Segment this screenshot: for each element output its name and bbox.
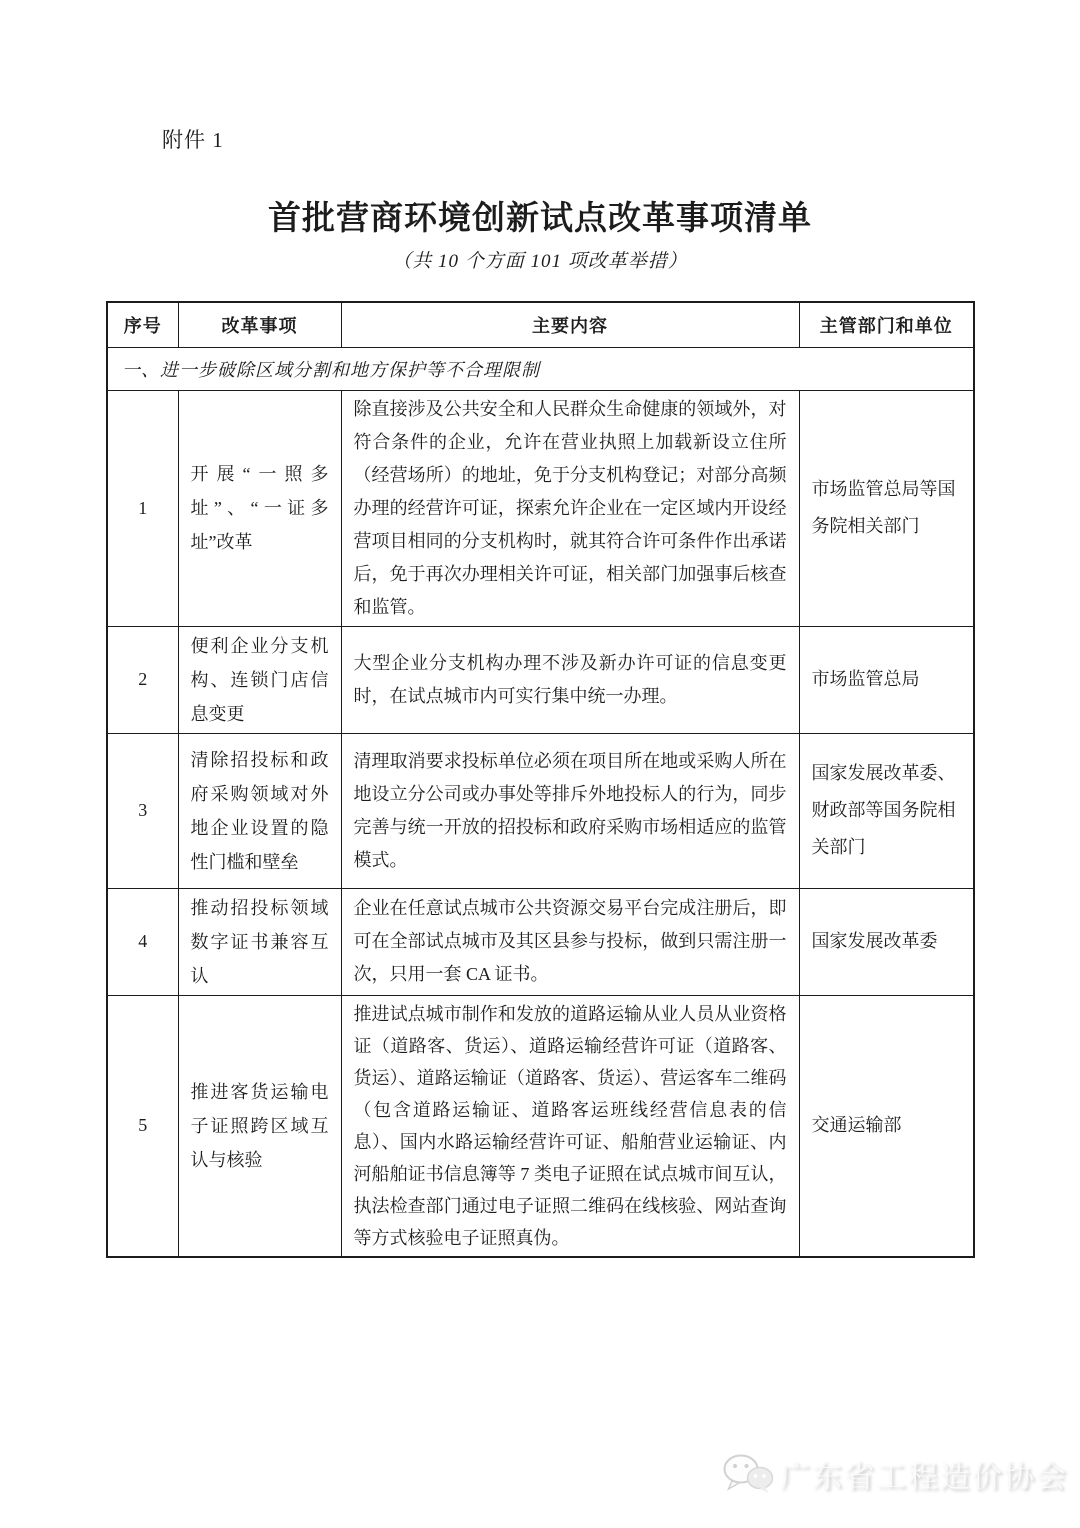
column-header-department: 主管部门和单位 [799, 302, 974, 347]
row-index: 1 [107, 390, 178, 626]
column-header-reform-item: 改革事项 [178, 302, 341, 347]
main-content: 推进试点城市制作和发放的道路运输从业人员从业资格证（道路客、货运）、道路运输经营许可证（道路客、货运）、道路运输证（道路客、货运）、营运客车二维码（包含道路运输证、道路客运班线经营信息表的信息）、国内水路运输经营许可证、船舶营业运输证、内河船舶证书信息簿等 7 类电子证照在试点城市间互认，执法检查部门通过电子证照二维码在线核验、网站查询等方式核验电子证照真伪。 [341, 995, 799, 1257]
main-content: 清理取消要求投标单位必须在项目所在地或采购人所在地设立分公司或办事处等排斥外地投标人的行为，同步完善与统一开放的招投标和政府采购市场相适应的监管模式。 [341, 733, 799, 888]
department: 国家发展改革委 [799, 888, 974, 995]
page-subtitle: （共 10 个方面 101 项改革举措） [392, 251, 688, 272]
column-header-index: 序号 [107, 302, 178, 347]
table-header-row [107, 302, 974, 347]
attachment-label: 附件 1 [162, 128, 224, 152]
section-header: 一、进一步破除区域分割和地方保护等不合理限制 [107, 347, 974, 390]
page-title: 首批营商环境创新试点改革事项清单 [268, 201, 812, 237]
department: 市场监管总局 [799, 626, 974, 733]
reform-item: 推动招投标领域数字证书兼容互认 [178, 888, 341, 995]
reform-item: 推进客货运输电子证照跨区域互认与核验 [178, 995, 341, 1257]
watermark-text: 广东省工程造价协会 [780, 1461, 1068, 1494]
column-header-main-content: 主要内容 [341, 302, 799, 347]
reform-item: 清除招投标和政府采购领域对外地企业设置的隐性门槛和壁垒 [178, 733, 341, 888]
row-index: 3 [107, 733, 178, 888]
department: 市场监管总局等国务院相关部门 [799, 390, 974, 626]
main-content: 除直接涉及公共安全和人民群众生命健康的领域外，对符合条件的企业，允许在营业执照上加载新设立住所（经营场所）的地址，免于分支机构登记；对部分高频办理的经营许可证，探索允许企业在一定区域内开设经营项目相同的分支机构时，就其符合许可条件作出承诺后，免于再次办理相关许可证，相关部门加强事后核查和监管。 [341, 390, 799, 626]
reform-item: 开展“一照多址”、“一证多址”改革 [178, 390, 341, 626]
watermark [722, 1452, 1068, 1496]
table-row [107, 390, 974, 626]
reform-table [106, 301, 975, 1258]
row-index: 4 [107, 888, 178, 995]
department: 国家发展改革委、财政部等国务院相关部门 [799, 733, 974, 888]
reform-item: 便利企业分支机构、连锁门店信息变更 [178, 626, 341, 733]
row-index: 2 [107, 626, 178, 733]
main-content: 企业在任意试点城市公共资源交易平台完成注册后，即可在全部试点城市及其区县参与投标，做到只需注册一次，只用一套 CA 证书。 [341, 888, 799, 995]
table-row [107, 626, 974, 733]
main-content: 大型企业分支机构办理不涉及新办许可证的信息变更时，在试点城市内可实行集中统一办理。 [341, 626, 799, 733]
wechat-icon [722, 1453, 774, 1495]
table-row [107, 995, 974, 1257]
table-row [107, 888, 974, 995]
section-header-row [107, 347, 974, 390]
table-row [107, 733, 974, 888]
row-index: 5 [107, 995, 178, 1257]
department: 交通运输部 [799, 995, 974, 1257]
